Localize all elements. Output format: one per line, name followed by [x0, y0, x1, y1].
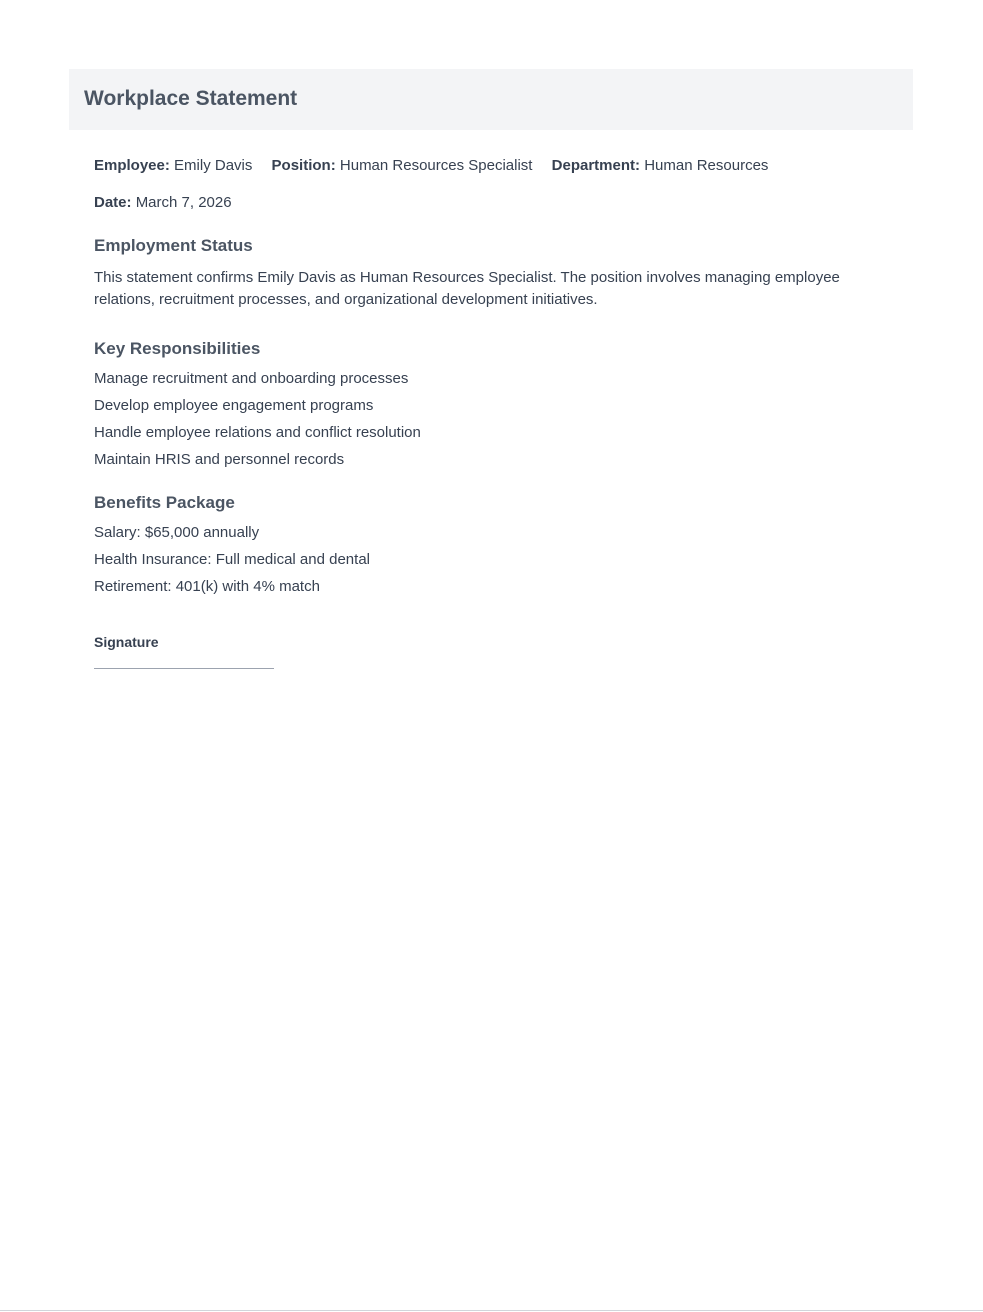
list-item: Retirement: 401(k) with 4% match [94, 578, 320, 595]
employee-info-row [94, 155, 904, 177]
department-label: Department: [551, 157, 641, 174]
employment-status-section [94, 235, 904, 311]
position-label: Position: [271, 157, 336, 174]
date-row [94, 192, 904, 214]
date-value: March 7, 2026 [135, 194, 232, 211]
benefits-section [94, 492, 904, 598]
employee-value: Emily Davis [174, 157, 253, 174]
responsibilities-list [94, 368, 904, 471]
list-item: Health Insurance: Full medical and dental [94, 551, 370, 568]
benefits-title: Benefits Package [94, 493, 235, 512]
document-title: Workplace Statement [84, 87, 298, 110]
signature-line [94, 668, 274, 669]
employee-field [94, 157, 252, 174]
responsibilities-title: Key Responsibilities [94, 339, 261, 358]
employment-status-title: Employment Status [94, 236, 253, 255]
signature-label: Signature [94, 634, 159, 650]
list-item: Handle employee relations and conflict resolution [94, 424, 421, 441]
page-divider [0, 1310, 983, 1311]
signature-block [94, 632, 904, 669]
list-item: Manage recruitment and onboarding processes [94, 370, 409, 387]
document-body [94, 155, 904, 669]
date-label: Date: [94, 194, 132, 211]
list-item: Salary: $65,000 annually [94, 524, 260, 541]
employee-label: Employee: [94, 157, 170, 174]
department-field [552, 157, 769, 174]
responsibilities-section [94, 338, 904, 471]
position-value: Human Resources Specialist [339, 157, 533, 174]
benefits-list [94, 522, 904, 598]
document-header [69, 69, 913, 130]
list-item: Maintain HRIS and personnel records [94, 451, 345, 468]
list-item: Develop employee engagement programs [94, 397, 374, 414]
position-field [272, 157, 533, 174]
employment-status-text: This statement confirms Emily Davis as Human Resources Specialist. The position involves managing employee relations, recruitment processes, and organizational development initiatives. [94, 269, 840, 308]
department-value: Human Resources [644, 157, 769, 174]
